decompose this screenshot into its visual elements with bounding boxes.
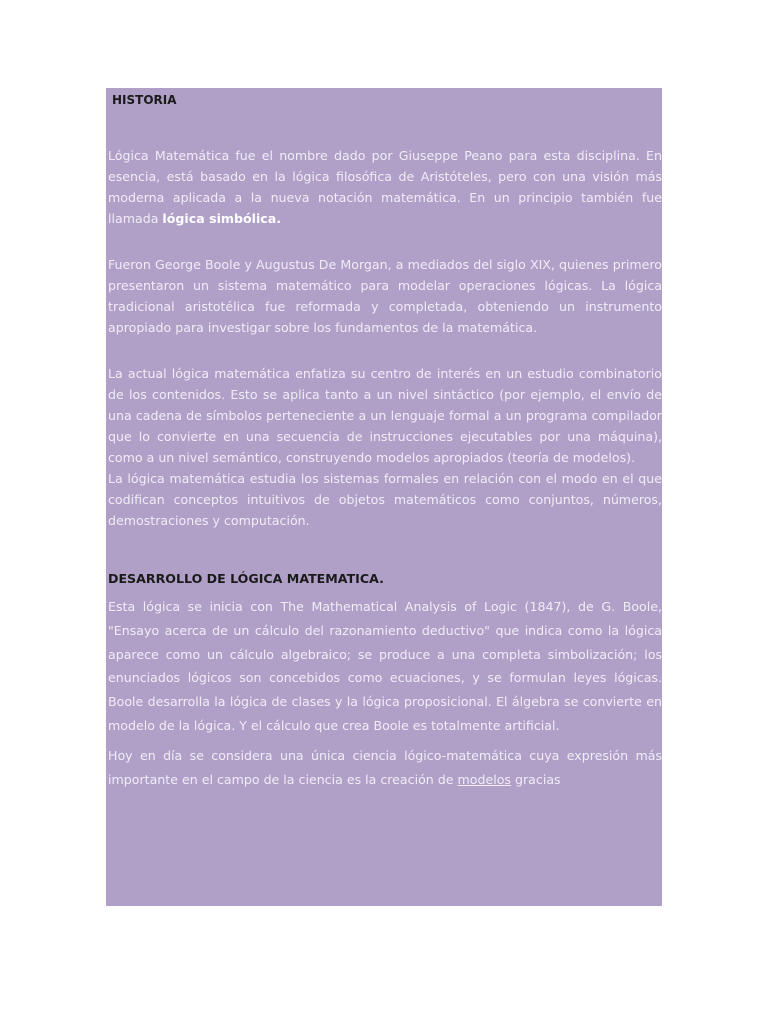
paragraph-boole-analysis: Esta lógica se inicia con The Mathematical Analysis of Logic (1847), de G. Boole, "Ensayo acerca de un cálculo del razonamiento deductivo" que indica como la lógica aparece como un cálculo algebraico; se produce a una completa simbolización; los enunciados lógicos son concebidos como ecuaciones, y se formulan leyes lógicas. Boole desarrolla la lógica de clases y la lógica proposicional. El álgebra se convierte en modelo de la lógica. Y el cálculo que crea Boole es totalmente artificial. [108,599,662,733]
historia-heading: HISTORIA [112,93,177,107]
paragraph-ciencia-after: gracias [511,771,561,787]
paragraph-ciencia-logico [108,744,662,792]
paragraph-peano-text: Lógica Matemática fue el nombre dado por Giuseppe Peano para esta disciplina. En esencia, está basado en la lógica filosófica de Aristóteles, pero con una visión más moderna aplicada a la nueva notación matemática. En un principio también fue llamada [108,148,662,226]
logica-simbolica-bold: lógica simbólica. [162,211,282,226]
paragraph-peano [108,145,662,229]
content-panel [106,88,662,906]
paragraph-sistemas-formales: La lógica matemática estudia los sistemas formales en relación con el modo en el que codifican conceptos intuitivos de objetos matemáticos como conjuntos, números, demostraciones y computación. [108,471,662,528]
modelos-link[interactable]: modelos [457,771,511,787]
paragraph-boole-morgan: Fueron George Boole y Augustus De Morgan, a mediados del siglo XIX, quienes primero presentaron un sistema matemático para modelar operaciones lógicas. La lógica tradicional aristotélica fue reformada y completada, obteniendo un instrumento apropiado para investigar sobre los fundamentos de la matemática. [108,257,662,335]
desarrollo-heading: DESARROLLO DE LÓGICA MATEMATICA. [108,571,384,586]
paragraph-ciencia-text: Hoy en día se considera una única ciencia lógico-matemática cuya expresión más importante en el campo de la ciencia es la creación de [108,747,662,787]
paragraph-logica-actual: La actual lógica matemática enfatiza su centro de interés en un estudio combinatorio de los contenidos. Esto se aplica tanto a un nivel sintáctico (por ejemplo, el envío de una cadena de símbolos perteneciente a un lenguaje formal a un programa compilador que lo convierte en una secuencia de instrucciones ejecutables por una máquina), como a un nivel semántico, construyendo modelos apropiados (teoría de modelos). [108,366,662,465]
